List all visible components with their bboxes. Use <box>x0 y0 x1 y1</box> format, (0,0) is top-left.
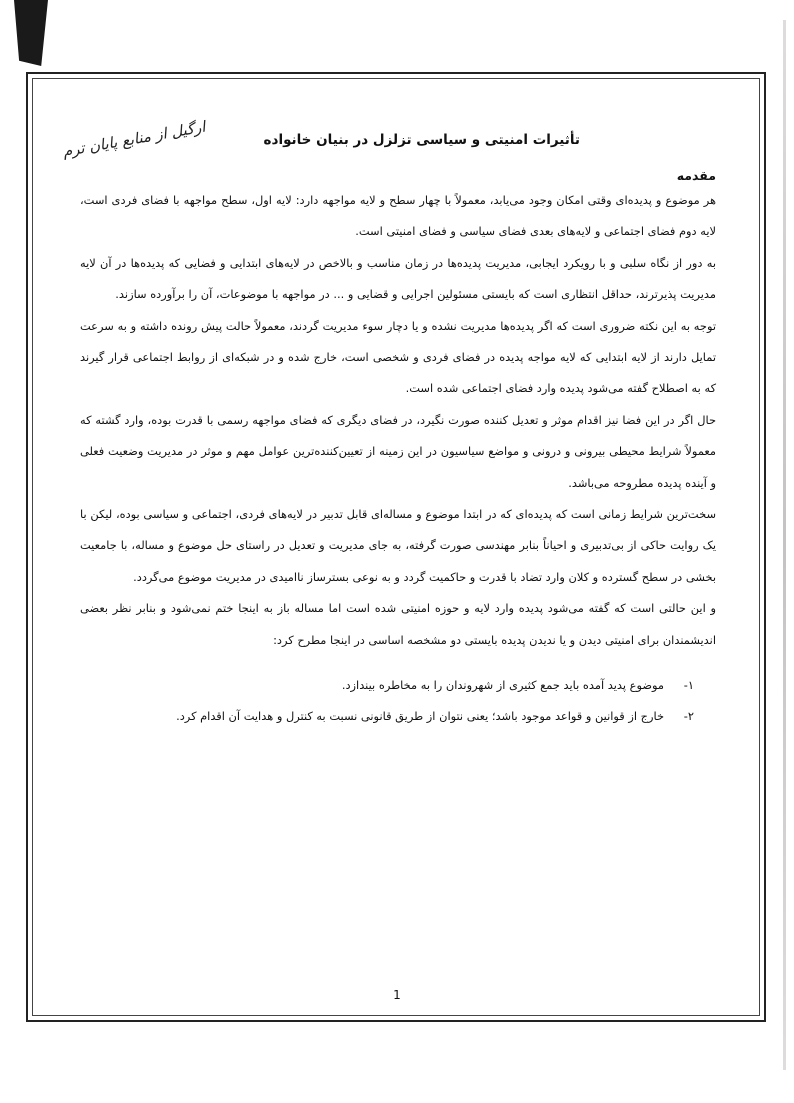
paragraph: سخت‌ترین شرایط زمانی است که پدیده‌ای که در ابتدا موضوع و مساله‌ای قابل تدبیر در لایه‌های فردی، اجتماعی و سیاسی بوده، لیکن با یک روایت حاکی از بی‌تدبیری و احیاناً بنابر مهندسی صورت گرفته، به جای مدیریت و تعدیل در راستای حل موضوع و مساله، با جامعیت بخشی در سطح گسترده و کلان وارد تضاد با قدرت و حاکمیت گردد و به نوعی بسترساز ناامیدی در مدیریت موضوع می‌گردد. <box>80 507 716 584</box>
list-item-number: ۱- <box>683 678 694 693</box>
paragraph: هر موضوع و پدیده‌ای وقتی امکان وجود می‌یابد، معمولاً با چهار سطح و لایه مواجهه دارد: لایه اول، سطح مواجهه با فضای فردی است، لایه دوم فضای اجتماعی و لایه‌های بعدی فضای سیاسی و فضای امنیتی است. <box>80 193 716 239</box>
scan-corner-mark <box>14 0 48 66</box>
criteria-list <box>80 670 716 732</box>
paragraph: حال اگر در این فضا نیز اقدام موثر و تعدیل کننده صورت نگیرد، در فضای دیگری که فضای مواجهه رسمی با قدرت بوده، وارد گشته که معمولاً شرایط محیطی بیرونی و درونی و مواضع سیاسیون در این زمینه از تعیین‌کننده‌ترین عوامل مهم و موثر در مدیریت وضعیت فعلی و آینده پدیده مطروحه می‌باشد. <box>80 412 716 490</box>
scan-edge-shadow <box>783 20 786 1070</box>
document-title: تأثیرات امنیتی و سیاسی تزلزل در بنیان خانواده <box>263 132 580 148</box>
handwritten-note: ارگیل از منابع پایان ترم <box>61 117 207 161</box>
list-item-number: ۲- <box>683 709 694 724</box>
list-item-text: موضوع پدید آمده باید جمع کثیری از شهروندان را به مخاطره بیندازد. <box>341 678 664 693</box>
list-item <box>80 701 694 732</box>
list-item-text: خارج از قوانین و قواعد موجود باشد؛ یعنی نتوان از طریق قانونی نسبت به کنترل و هدایت آن اقدام کرد. <box>176 709 664 724</box>
paragraph: توجه به این نکته ضروری است که اگر پدیده‌ها مدیریت نشده و یا دچار سوء مدیریت گردند، معمولاً حالت پیش رونده داشته و به سرعت تمایل دارند از لایه ابتدایی که لایه مواجه پدیده در فضای فردی و شخصی است، خارج شده و در شبکه‌ای از روابط اجتماعی قرار گیرند که به اصطلاح گفته می‌شود پدیده وارد فضای اجتماعی شده است. <box>80 318 716 396</box>
paragraph: و این حالتی است که گفته می‌شود پدیده وارد لایه و حوزه امنیتی شده است اما مساله باز به اینجا ختم نمی‌شود و بنابر نظر بعضی اندیشمندان برای امنیتی دیدن و یا ندیدن پدیده بایستی دو مشخصه اساسی در اینجا مطرح کرد: <box>80 601 716 647</box>
list-item <box>80 670 694 701</box>
section-heading: مقدمه <box>676 168 716 183</box>
document-body <box>61 117 716 748</box>
paragraph: به دور از نگاه سلبی و با رویکرد ایجابی، مدیریت پدیده‌ها در زمان مناسب و بالاخص در لایه‌های ابتدایی و فضایی که پدیده‌ها در آن لایه مدیریت پذیرترند، حداقل انتظاری است که بایستی مسئولین اجرایی و قضایی و ... در مواجهه با موضوعات، آن را برآورده سازند. <box>80 255 716 302</box>
page-number: 1 <box>393 988 401 1002</box>
handwritten-annotation <box>46 117 222 166</box>
title-row <box>61 117 716 162</box>
